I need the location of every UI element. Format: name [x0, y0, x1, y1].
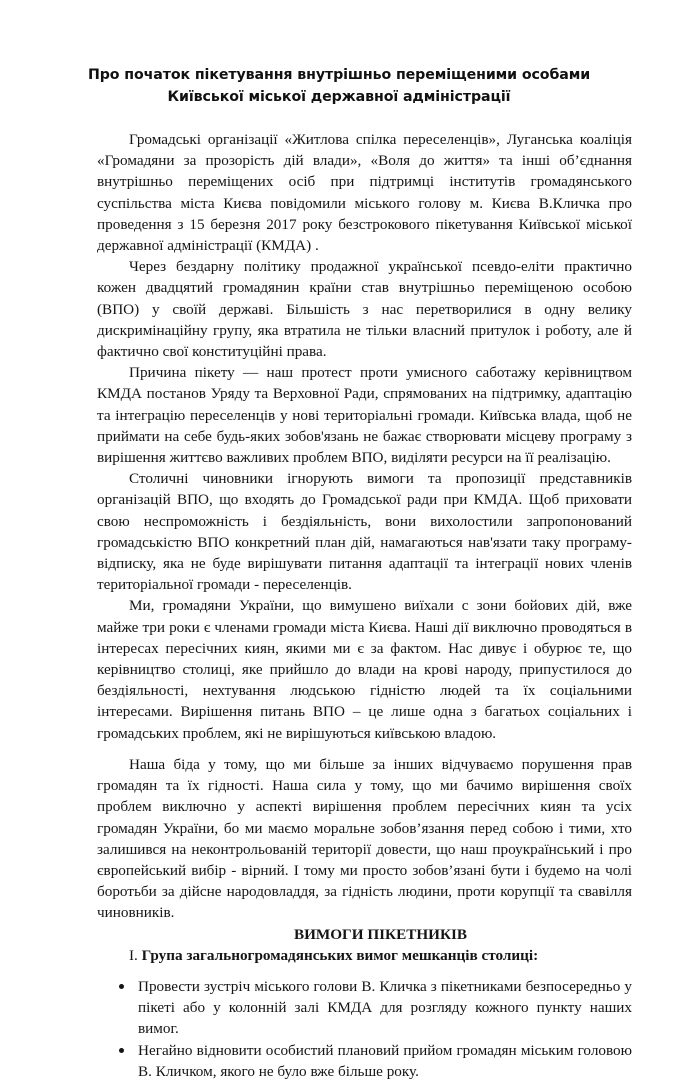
- document-title-line-2: Київської міської державної адміністрації: [167, 89, 511, 105]
- demand-item: [97, 976, 632, 1040]
- paragraph-policy: Через бездарну політику продажної української псевдо-еліти практично кожен двадцятий громадянин країни став внутрішньо переміщеною особою (ВПО) у своїй державі. Більшість з нас перетворилися в одну велику дискримінаційну групу, яка втратила не тільки власний притулок і роботу, але й фактично свої конституційні права.: [97, 258, 632, 361]
- paragraph-intro: Громадські організації «Житлова спілка переселенців», Луганська коаліція «Громадяни за прозорість дій влади», «Воля до життя» та інші об’єднання внутрішньо переміщених осіб при підтримці інститутів громадянського суспільства міста Києва повідомили міського голову м. Києва В.Кличка про проведення з 15 березня 2017 року безстрокового пікетування Київської міської державної адміністрації (КМДА) .: [97, 131, 632, 255]
- bullet-icon: [119, 984, 124, 989]
- demand-text: Провести зустріч міського голови В. Кличка з пікетниками безпосередньо у пікеті або у колонній залі КМДА для розгляду кожного пункту наших вимог.: [138, 977, 632, 1038]
- document-title-line-1: Про початок пікетування внутрішньо переміщеними особами: [87, 67, 591, 83]
- section-heading: ВИМОГИ ПІКЕТНИКІВ: [293, 925, 468, 943]
- paragraph-officials: Столичні чиновники ігнорують вимоги та пропозиції представників організацій ВПО, що входять до Громадської ради при КМДА. Щоб приховати свою неспроможність і бездіяльність, вони вихолостили запропонований громадськістю ВПО конкретний план дій, намагаються нав'язати таку програму-відписку, яка не буде вирішувати питання адаптації та інтеграції нових членів територіальної громади - переселенців.: [97, 470, 632, 594]
- group-number: I.: [129, 946, 138, 964]
- paragraph-strength: Наша біда у тому, що ми більше за інших відчуваємо порушення прав громадян та їх гідності. Наша сила у тому, що ми бачимо вирішення своїх проблем виключно у аспекті вирішення проблем пересічних киян та усіх громадян України, бо ми маємо моральне зобов’язання перед собою і тими, хто залишився на неконтрольованій території довести, що наш проукраїнський і про європейський вибір - вірний. І тому ми просто зобов’язані бути і будемо на чолі боротьби за дійсне народовладдя, за гідність людини, проти корупції та свавілля чиновників.: [97, 755, 632, 922]
- bullet-icon: [119, 1048, 124, 1053]
- demands-list: [97, 976, 632, 1082]
- paragraph-reason: Причина пікету — наш протест проти умисного саботажу керівництвом КМДА постанов Уряду та Верховної Ради, спрямованих на підтримку, адаптацію та інтеграцію переселенців у нові територіальні громади. Київська влада, щоб не приймати на себе будь-яких зобов'язань не бажає створювати місцеву програму з вирішення життєво важливих проблем ВПО, виділяти ресурси на її реалізацію.: [97, 364, 632, 467]
- paragraph-citizens: Ми, громадяни України, що вимушено виїхали с зони бойових дій, вже майже три роки є членами громади міста Києва. Наші дії виключно проводяться в інтересах пересічних киян, якими ми є за фактом. Нас дивує і обурює те, що керівництво столиці, яке прийшло до влади на крові народу, припустилося до бездіяльності, нехтування людською гідністю людей та їх соціальними інтересами. Вирішення питань ВПО – це лише одна з багатьох соціальних і громадських проблем, які не вирішуються київською владою.: [97, 597, 632, 742]
- document-body: [97, 129, 632, 1082]
- group-title: Група загальногромадянських вимог мешканців столиці:: [141, 946, 539, 964]
- demand-text: Негайно відновити особистий плановий прийом громадян міським головою В. Кличком, якого не було вже більше року.: [138, 1041, 632, 1080]
- demand-item: [97, 1040, 632, 1082]
- group-heading: [97, 945, 632, 966]
